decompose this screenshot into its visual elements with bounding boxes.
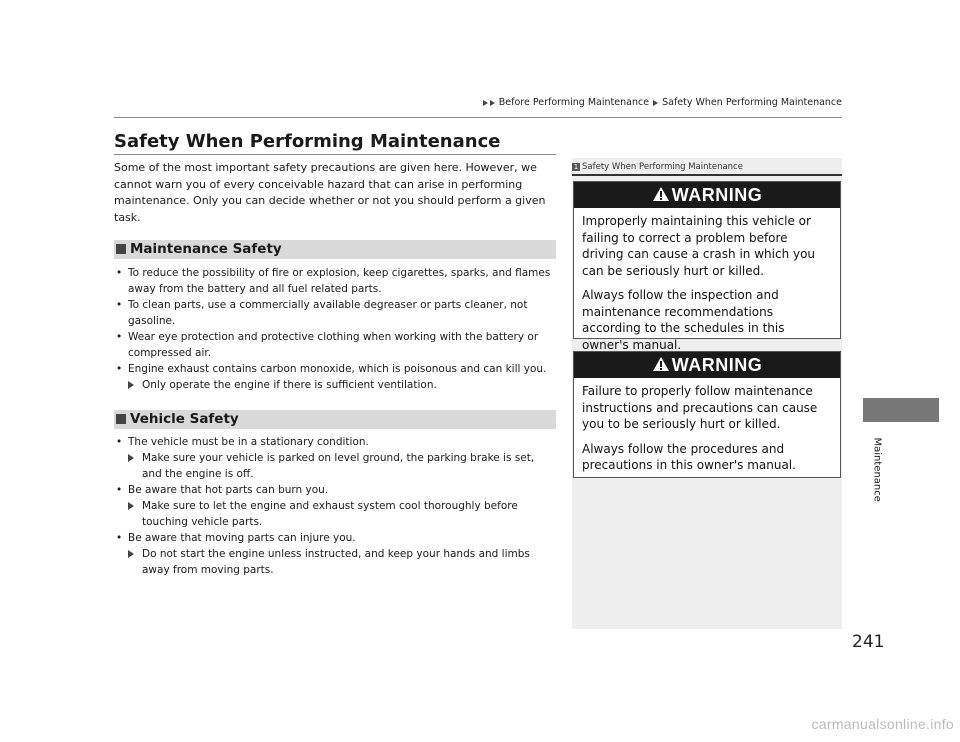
list-subitem-text: Make sure your vehicle is parked on level ground, the parking brake is set, and the engine is off.: [142, 452, 535, 480]
warning-header: [574, 352, 840, 378]
warning-header: [574, 182, 840, 208]
watermark: carmanualsonline.info: [811, 716, 954, 732]
list-subitem-text: Do not start the engine unless instructed, and keep your hands and limbs away from moving parts.: [142, 548, 530, 576]
sub-arrow-icon: [128, 381, 134, 389]
sidebar-heading-text: Safety When Performing Maintenance: [582, 162, 743, 172]
list-item: • Wear eye protection and protective clothing when working with the battery or compressed air.: [114, 329, 556, 361]
vehicle-safety-list: [114, 434, 556, 578]
sub-arrow-icon: [128, 502, 134, 510]
warning-label: WARNING: [671, 185, 763, 205]
sub-arrow-icon: [128, 454, 134, 462]
list-subitem: [114, 546, 556, 578]
breadcrumb-current: Safety When Performing Maintenance: [662, 97, 842, 108]
warning-label: WARNING: [671, 355, 763, 375]
sidebar-notes: [572, 158, 842, 629]
list-subitem: [114, 498, 556, 530]
warning-body: [574, 208, 840, 361]
title-divider: [114, 154, 556, 155]
list-item: • Engine exhaust contains carbon monoxide, which is poisonous and can kill you.: [114, 361, 556, 377]
sidebar-divider: [572, 174, 842, 176]
vehicle-safety-heading: [114, 410, 556, 429]
page-number: 241: [852, 632, 885, 652]
chapter-tab-label: Maintenance: [871, 437, 883, 502]
warning-text: Failure to properly follow maintenance instructions and precautions can cause you to be seriously hurt or killed.: [582, 384, 818, 431]
list-subitem-text: Make sure to let the engine and exhaust system cool thoroughly before touching vehicle parts.: [142, 500, 518, 528]
maintenance-safety-list: [114, 265, 556, 393]
breadcrumb: [482, 97, 842, 108]
warning-box: [573, 351, 841, 478]
header-divider: [114, 117, 842, 118]
maintenance-safety-heading-text: Maintenance Safety: [130, 241, 282, 257]
breadcrumb-arrow-icon: [653, 100, 658, 106]
section-square-icon: [116, 414, 126, 424]
section-square-icon: [116, 244, 126, 254]
vehicle-safety-heading-text: Vehicle Safety: [130, 411, 239, 427]
warning-text: Always follow the procedures and precautions in this owner's manual.: [582, 441, 796, 472]
list-subitem: [114, 377, 556, 393]
warning-box: [573, 181, 841, 352]
warning-text: Improperly maintaining this vehicle or failing to correct a problem before driving can cause a crash in which you can be seriously hurt or killed.: [582, 214, 816, 278]
list-subitem-text: Only operate the engine if there is sufficient ventilation.: [142, 379, 437, 391]
chapter-tab[interactable]: [863, 398, 939, 422]
breadcrumb-parent[interactable]: Before Performing Maintenance: [498, 97, 650, 108]
list-item: • Be aware that hot parts can burn you.: [114, 482, 556, 498]
breadcrumb-arrow-icon: [483, 100, 488, 106]
sidebar-heading: [572, 162, 743, 172]
warning-icon: [652, 356, 670, 372]
sub-arrow-icon: [128, 550, 134, 558]
warning-text: Always follow the inspection and maintenance recommendations according to the schedules in this owner's manual.: [582, 288, 785, 352]
warning-icon: [652, 186, 670, 202]
list-subitem: [114, 450, 556, 482]
maintenance-safety-heading: [114, 240, 556, 259]
list-item: • To clean parts, use a commercially available degreaser or parts cleaner, not gasoline.: [114, 297, 556, 329]
list-item: • The vehicle must be in a stationary condition.: [114, 434, 556, 450]
breadcrumb-arrow-icon: [490, 100, 495, 106]
intro-paragraph: Some of the most important safety precautions are given here. However, we cannot warn you of every conceivable hazard that can arise in performing maintenance. Only you can decide whether or not you should perform a given task.: [114, 161, 546, 224]
list-item: • Be aware that moving parts can injure you.: [114, 530, 556, 546]
list-item: • To reduce the possibility of fire or explosion, keep cigarettes, sparks, and flames away from the battery and all fuel related parts.: [114, 265, 556, 297]
note-number-badge: 1: [573, 163, 579, 171]
page-title: Safety When Performing Maintenance: [114, 131, 501, 152]
warning-body: [574, 378, 840, 482]
